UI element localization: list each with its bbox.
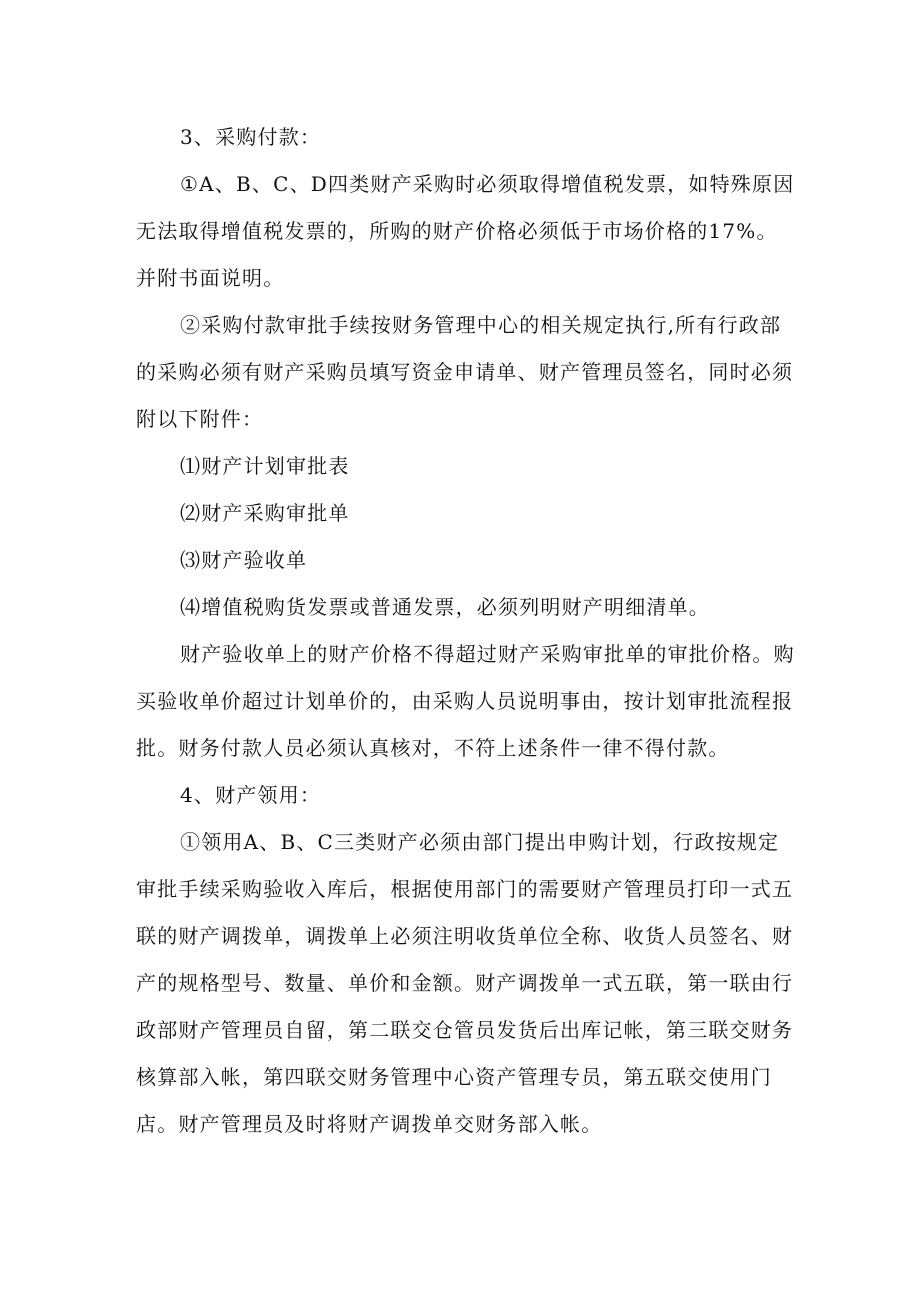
paragraph-requisition-procedure: ①领用A、B、C三类财产必须由部门提出申购计划，行政按规定审批手续采购验收入库后，根据使用部门的需要财产管理员打印一式五联的财产调拨单，调拨单上必须注明收货单位全称、收货人员签名、财产的规格型号、数量、单价和金额。财产调拨单一式五联，第一联由行政部财产管理员自留，第二联交仓管员发货后出库记帐，第三联交财务核算部入帐，第四联交财务管理中心资产管理专员，第五联交使用门店。财产管理员及时将财产调拨单交财务部入帐。 (136, 830, 794, 1136)
section-heading-purchase-payment: 3、采购付款： (180, 125, 322, 149)
attachment-item-1: ⑴财产计划审批表 (180, 454, 350, 478)
attachment-item-3: ⑶财产验收单 (180, 548, 308, 572)
attachment-item-4: ⑷增值税购货发票或普通发票，必须列明财产明细清单。 (180, 595, 710, 619)
document-body (136, 114, 796, 1148)
section-heading-asset-requisition: 4、财产领用： (180, 783, 322, 807)
paragraph-price-check: 财产验收单上的财产价格不得超过财产采购审批单的审批价格。购买验收单价超过计划单价的，由采购人员说明事由，按计划审批流程报批。财务付款人员必须认真核对，不符上述条件一律不得付款。 (136, 642, 795, 760)
paragraph-vat-invoice: ①A、B、C、D四类财产采购时必须取得增值税发票，如特殊原因无法取得增值税发票的，所购的财产价格必须低于市场价格的17%。并附书面说明。 (136, 172, 795, 290)
paragraph-payment-approval: ②采购付款审批手续按财务管理中心的相关规定执行,所有行政部的采购必须有财产采购员填写资金申请单、财产管理员签名，同时必须附以下附件： (136, 313, 794, 431)
attachment-item-2: ⑵财产采购审批单 (180, 501, 350, 525)
